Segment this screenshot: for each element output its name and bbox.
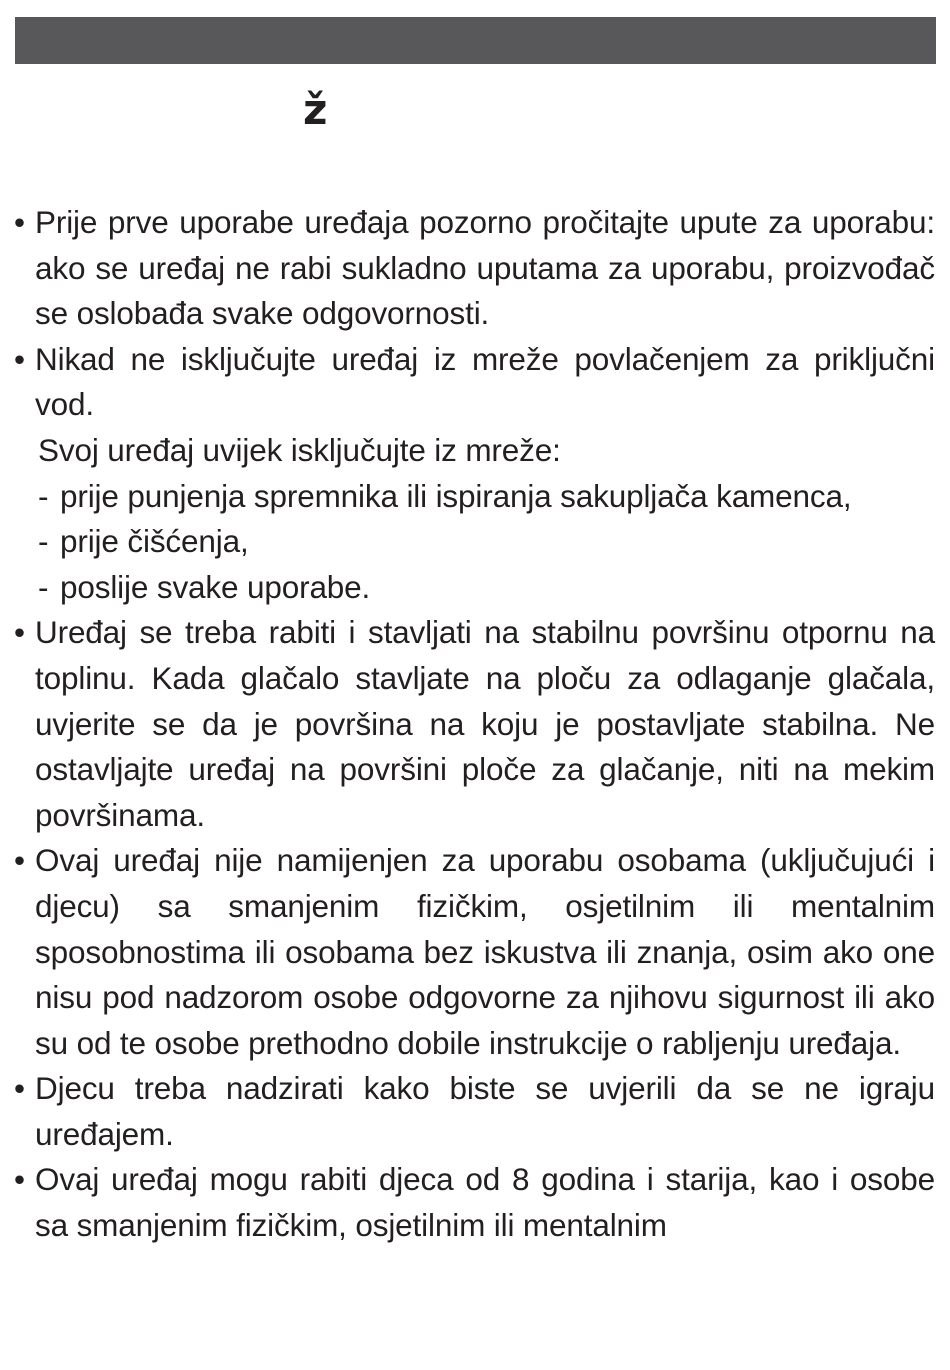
bullet-icon: •	[14, 842, 25, 879]
list-item-text: Djecu treba nadzirati kako biste se uvjerili da se ne igraju uređajem.	[35, 1070, 935, 1152]
dash-icon: -	[38, 568, 49, 605]
section-heading: ž	[303, 85, 328, 134]
bullet-icon: •	[14, 1070, 25, 1107]
sub-list-item	[14, 519, 935, 565]
list-item-text: Prije prve uporabe uređaja pozorno pročitajte upute za uporabu: ako se uređaj ne rabi sukladno uputama za uporabu, proizvođač se oslobađa svake odgovornosti.	[35, 204, 935, 332]
sub-list-item	[14, 474, 935, 520]
bullet-icon: •	[14, 1161, 25, 1198]
list-item-text: Ovaj uređaj mogu rabiti djeca od 8 godina i starija, kao i osobe sa smanjenim fizičkim, osjetilnim ili mentalnim	[35, 1161, 935, 1244]
dash-icon: -	[38, 477, 49, 514]
bullet-icon: •	[14, 340, 25, 377]
section-header-bar	[15, 17, 936, 64]
list-item-text: Uređaj se treba rabiti i stavljati na stabilnu površinu otpornu na toplinu. Kada glačalo stavljate na ploču za odlaganje glačala, uvjerite se da je površina na koju je postavljate stabilna. Ne ostavljajte uređaj na površini ploče za glačanje, niti na mekim površinama.	[35, 614, 935, 833]
list-item-note: Svoj uređaj uvijek isključujte iz mreže:	[38, 431, 561, 468]
safety-instructions	[14, 200, 935, 1249]
dash-icon: -	[38, 523, 49, 560]
list-item	[14, 200, 935, 337]
sub-list-item-text: poslije svake uporabe.	[60, 568, 371, 605]
list-item	[14, 337, 935, 428]
list-item	[14, 610, 935, 838]
list-item	[14, 838, 935, 1066]
list-item-text: Nikad ne isključujte uređaj iz mreže povlačenjem za priključni vod.	[35, 340, 935, 423]
list-item	[14, 1066, 935, 1157]
list-item-text: Ovaj uređaj nije namijenjen za uporabu osobama (uključujući i djecu) sa smanjenim fizičkim, osjetilnim ili mentalnim sposobnostima ili osobama bez iskustva ili znanja, osim ako one nisu pod nadzorom osobe odgovorne za njihovu sigurnost ili ako su od te osobe prethodno dobile instrukcije o rabljenju uređaja.	[35, 842, 935, 1061]
bullet-icon: •	[14, 614, 25, 651]
sub-list-item-text: prije čišćenja,	[60, 523, 249, 560]
bullet-icon: •	[14, 204, 25, 240]
sub-list-item	[14, 565, 935, 611]
list-item	[14, 1157, 935, 1248]
sub-list-item-text: prije punjenja spremnika ili ispiranja sakupljača kamenca,	[60, 477, 852, 514]
